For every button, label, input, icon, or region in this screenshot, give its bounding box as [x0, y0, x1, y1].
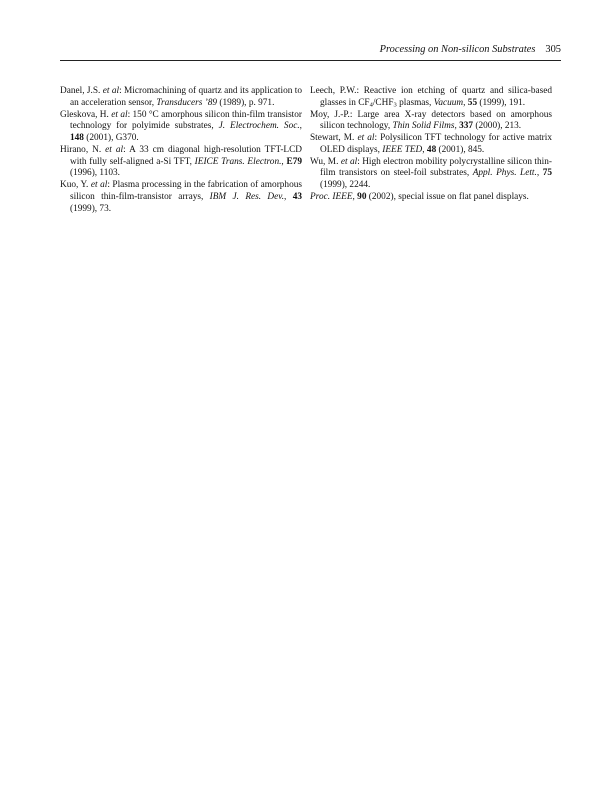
reference-hirano: Hirano, N. et al: A 33 cm diagonal high-resolution TFT-LCD with fully self-aligned a-Si TFT, IEICE Trans. Electron., E79 (1996), 1103.: [60, 144, 303, 179]
page-number: 305: [545, 44, 561, 55]
running-head-title: Processing on Non-silicon Substrates: [379, 44, 536, 55]
reference-stewart: Stewart, M. et al: Polysilicon TFT technology for active matrix OLED displays, IEEE TED, 48 (2001), 845.: [310, 133, 552, 155]
reference-moy: Moy, J.-P.: Large area X-ray detectors based on amorphous silicon technology, Thin Solid Films, 337 (2000), 213.: [310, 109, 552, 132]
reference-wu: Wu, M. et al: High electron mobility polycrystalline silicon thin-film transistors on steel-foil substrates, Appl. Phys. Lett., 75 (1999), 2244.: [310, 156, 552, 191]
references-left-column: [60, 86, 302, 215]
reference-kuo: Kuo, Y. et al: Plasma processing in the fabrication of amorphous silicon thin-film-transistor arrays, IBM J. Res. Dev., 43 (1999), 73.: [60, 180, 303, 214]
reference-gleskova: Gleskova, H. et al: 150 °C amorphous silicon thin-film transistor technology for polyimide substrates, J. Electrochem. Soc., 148 (2001), G370.: [60, 109, 303, 143]
header-rule: [60, 60, 561, 61]
reference-danel: Danel, J.S. et al: Micromachining of quartz and its application to an acceleration sensor, Transducers ’89 (1989), p. 971.: [60, 86, 303, 108]
reference-leech: Leech, P.W.: Reactive ion etching of quartz and silica-based glasses in $CF_4/CHF_3$ plasmas, Vacuum, 55 (1999), 191.: [310, 86, 552, 109]
running-head: [60, 43, 561, 57]
references-right-column: [310, 86, 552, 204]
reference-proc-ieee: Proc. IEEE, 90 (2002), special issue on flat panel displays.: [310, 192, 529, 203]
